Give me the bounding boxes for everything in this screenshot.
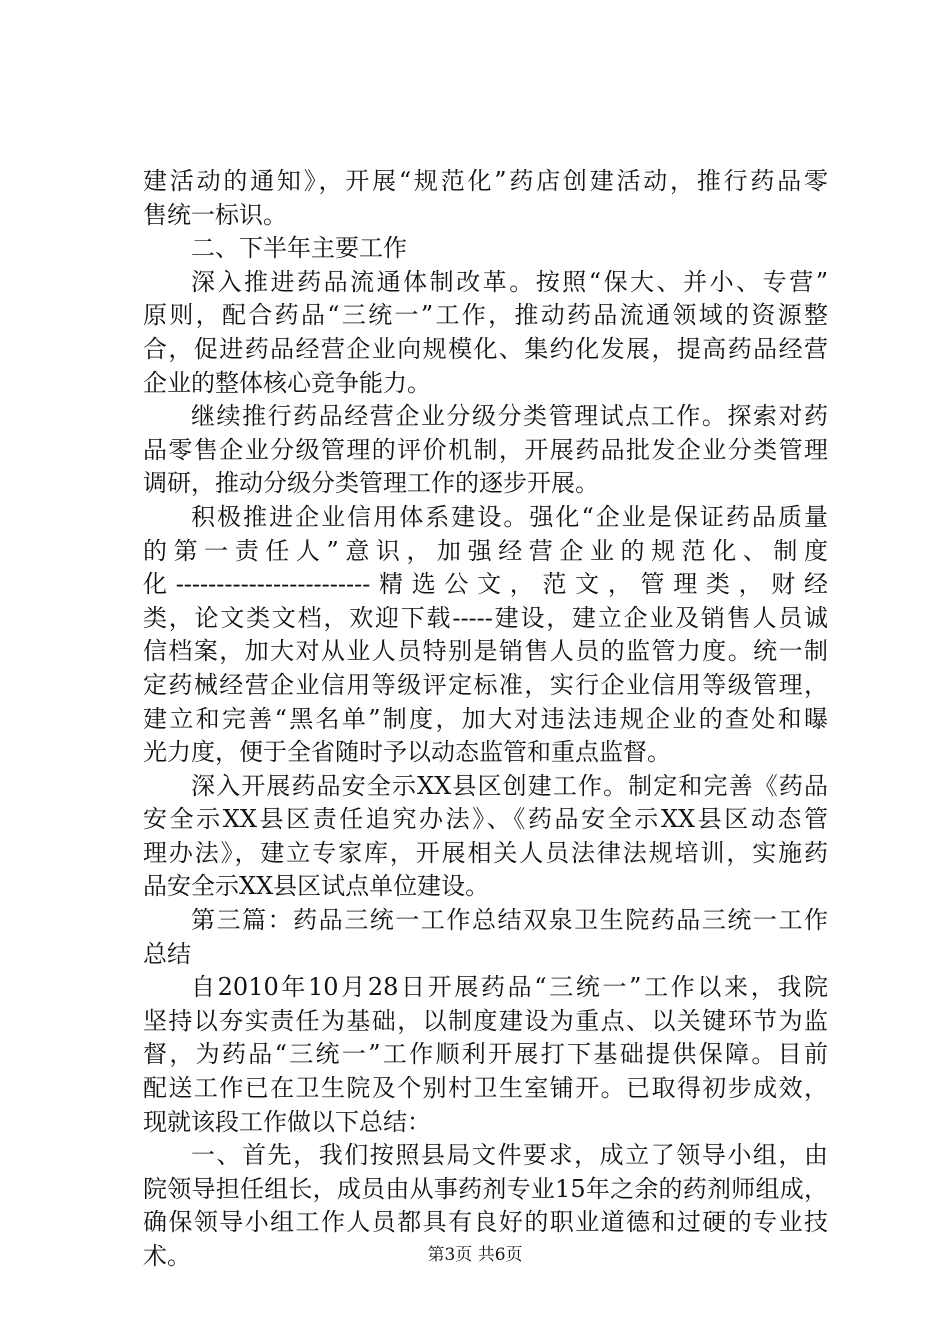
text-line: 理办法》，建立专家库，开展相关人员法律法规培训，实施药 bbox=[143, 838, 828, 867]
page-number-footer: 第3页 共6页 bbox=[427, 1245, 523, 1265]
text-line: 积极推进企业信用体系建设。强化“企业是保证药品质量 bbox=[191, 502, 828, 531]
document-body bbox=[143, 165, 828, 1274]
text-line: 深入开展药品安全示XX县区创建工作。制定和完善《药品 bbox=[191, 771, 828, 800]
text-line: 深入推进药品流通体制改革。按照“保大、并小、专营” bbox=[191, 267, 828, 296]
text-line: 总结 bbox=[143, 939, 191, 968]
text-line: 定药械经营企业信用等级评定标准，实行企业信用等级管理， bbox=[143, 670, 828, 699]
text-line: 建立和完善“黑名单”制度，加大对违法违规企业的查处和曝 bbox=[143, 704, 828, 733]
text-line: 化------------------------精选公文，范文，管理类，财经 bbox=[143, 570, 828, 599]
text-line: 光力度，便于全省随时予以动态监管和重点监督。 bbox=[143, 738, 671, 767]
text-line: 合，促进药品经营企业向规模化、集约化发展，提高药品经营 bbox=[143, 334, 828, 363]
text-line: 现就该段工作做以下总结： bbox=[143, 1107, 431, 1136]
text-line: 确保领导小组工作人员都具有良好的职业道德和过硬的专业技 bbox=[143, 1208, 828, 1237]
text-line: 售统一标识。 bbox=[143, 200, 287, 229]
text-line: 的第一责任人”意识，加强经营企业的规范化、制度 bbox=[143, 536, 828, 565]
text-line: 配送工作已在卫生院及个别村卫生室铺开。已取得初步成效， bbox=[143, 1074, 828, 1103]
text-line: 信档案，加大对从业人员特别是销售人员的监管力度。统一制 bbox=[143, 637, 828, 666]
text-line: 第三篇：药品三统一工作总结双泉卫生院药品三统一工作 bbox=[191, 906, 828, 935]
text-line: 建活动的通知》，开展“规范化”药店创建活动，推行药品零 bbox=[143, 167, 828, 195]
text-line: 一、首先，我们按照县局文件要求，成立了领导小组，由 bbox=[191, 1141, 828, 1170]
text-line: 二、下半年主要工作 bbox=[191, 234, 407, 263]
text-line: 督，为药品“三统一”工作顺利开展打下基础提供保障。目前 bbox=[143, 1040, 828, 1069]
text-line: 品零售企业分级管理的评价机制，开展药品批发企业分类管理 bbox=[143, 435, 828, 464]
text-line: 品安全示XX县区试点单位建设。 bbox=[143, 872, 490, 901]
text-line: 坚持以夯实责任为基础，以制度建设为重点、以关键环节为监 bbox=[143, 1006, 828, 1035]
text-line: 调研，推动分级分类管理工作的逐步开展。 bbox=[143, 469, 599, 498]
text-line: 安全示XX县区责任追究办法》、《药品安全示XX县区动态管 bbox=[143, 805, 828, 834]
text-line: 自2010年10月28日开展药品“三统一”工作以来，我院 bbox=[191, 973, 828, 1002]
text-line: 企业的整体核心竞争能力。 bbox=[143, 368, 431, 397]
text-line: 术。 bbox=[143, 1242, 191, 1270]
text-line: 继续推行药品经营企业分级分类管理试点工作。探索对药 bbox=[191, 402, 828, 431]
text-line: 院领导担任组长，成员由从事药剂专业15年之余的药剂师组成， bbox=[143, 1174, 828, 1203]
text-line: 原则，配合药品“三统一”工作，推动药品流通领域的资源整 bbox=[143, 301, 828, 330]
text-line: 类，论文类文档，欢迎下载-----建设，建立企业及销售人员诚 bbox=[143, 603, 828, 632]
